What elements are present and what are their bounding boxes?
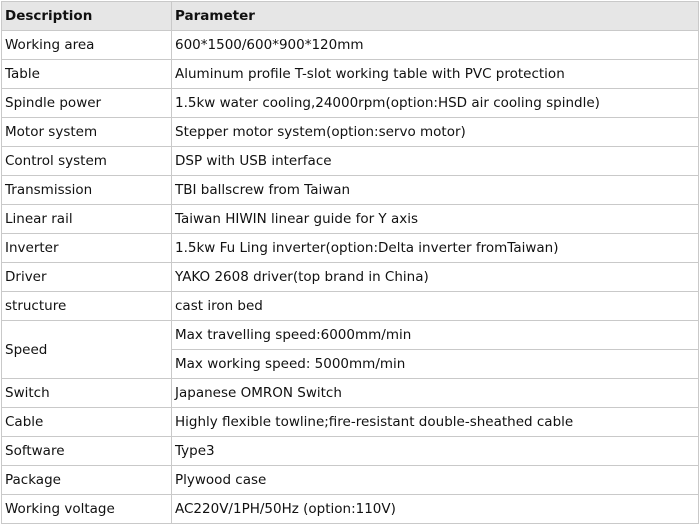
parameter-cell: TBI ballscrew from Taiwan: [172, 176, 699, 205]
parameter-cell: Type3: [172, 437, 699, 466]
parameter-cell: Highly flexible towline;fire-resistant double-sheathed cable: [172, 408, 699, 437]
table-row: [2, 118, 699, 147]
table-row: [2, 176, 699, 205]
description-cell: Cable: [2, 408, 172, 437]
table-row: [2, 205, 699, 234]
table-row: [2, 495, 699, 524]
parameter-cell: Stepper motor system(option:servo motor): [172, 118, 699, 147]
table-row: [2, 321, 699, 350]
parameter-cell: Japanese OMRON Switch: [172, 379, 699, 408]
description-cell: Inverter: [2, 234, 172, 263]
parameter-cell: Plywood case: [172, 466, 699, 495]
description-cell: Working area: [2, 31, 172, 60]
description-cell: Motor system: [2, 118, 172, 147]
parameter-cell: YAKO 2608 driver(top brand in China): [172, 263, 699, 292]
parameter-cell: DSP with USB interface: [172, 147, 699, 176]
table-header-row: [2, 2, 699, 31]
description-cell: Control system: [2, 147, 172, 176]
spec-table: [1, 1, 699, 524]
parameter-cell: Taiwan HIWIN linear guide for Y axis: [172, 205, 699, 234]
parameter-cell: Max travelling speed:6000mm/min: [172, 321, 699, 350]
description-cell: Driver: [2, 263, 172, 292]
table-row: [2, 31, 699, 60]
table-row: [2, 147, 699, 176]
table-row: [2, 60, 699, 89]
description-cell: structure: [2, 292, 172, 321]
table-row: [2, 437, 699, 466]
table-row: [2, 466, 699, 495]
parameter-cell: Aluminum profile T-slot working table with PVC protection: [172, 60, 699, 89]
description-cell: Table: [2, 60, 172, 89]
table-row: [2, 379, 699, 408]
parameter-cell: 1.5kw water cooling,24000rpm(option:HSD air cooling spindle): [172, 89, 699, 118]
table-row: [2, 89, 699, 118]
parameter-cell: cast iron bed: [172, 292, 699, 321]
description-cell: Speed: [2, 321, 172, 379]
table-row: [2, 234, 699, 263]
table-row: [2, 292, 699, 321]
description-cell: Package: [2, 466, 172, 495]
table-row: [2, 408, 699, 437]
description-cell: Spindle power: [2, 89, 172, 118]
parameter-cell: 1.5kw Fu Ling inverter(option:Delta inverter fromTaiwan): [172, 234, 699, 263]
parameter-cell: Max working speed: 5000mm/min: [172, 350, 699, 379]
parameter-cell: AC220V/1PH/50Hz (option:110V): [172, 495, 699, 524]
parameter-cell: 600*1500/600*900*120mm: [172, 31, 699, 60]
description-cell: Linear rail: [2, 205, 172, 234]
description-cell: Software: [2, 437, 172, 466]
description-cell: Working voltage: [2, 495, 172, 524]
table-body: [2, 31, 699, 524]
description-cell: Switch: [2, 379, 172, 408]
table-row: [2, 263, 699, 292]
column-header-description: Description: [2, 2, 172, 31]
column-header-parameter: Parameter: [172, 2, 699, 31]
description-cell: Transmission: [2, 176, 172, 205]
